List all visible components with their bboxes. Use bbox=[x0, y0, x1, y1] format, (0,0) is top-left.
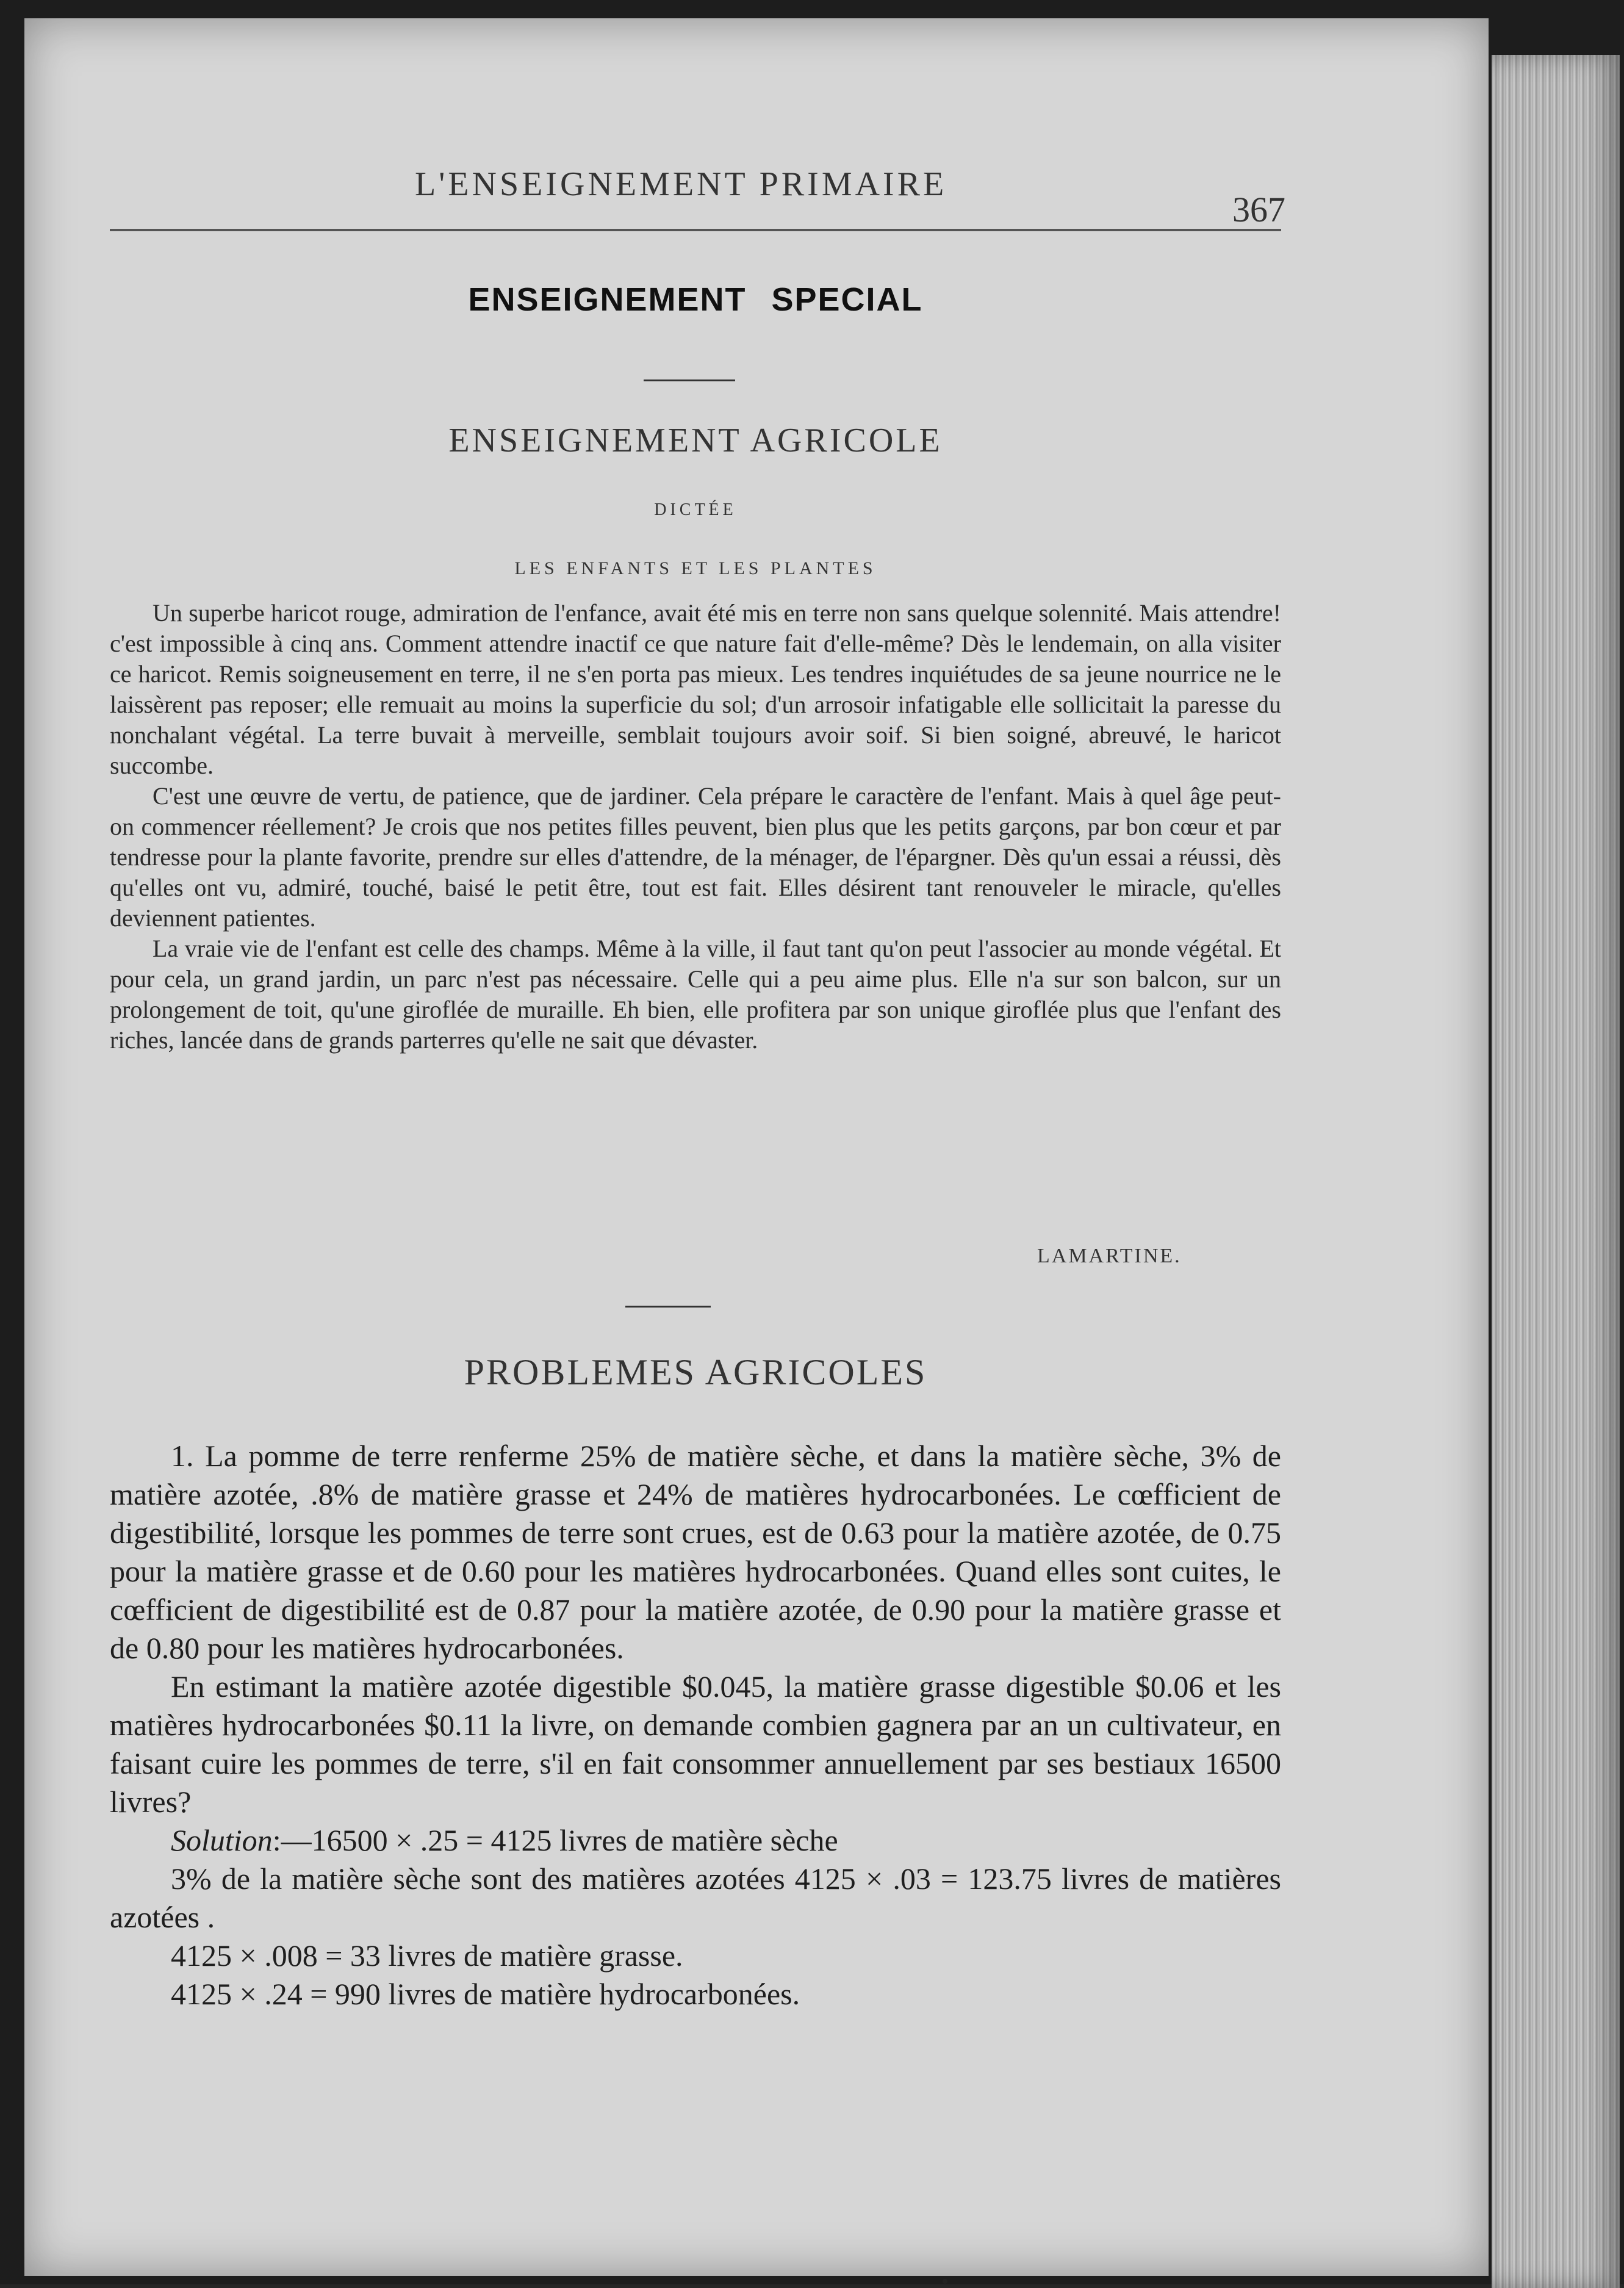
solution-label: Solution bbox=[171, 1823, 273, 1857]
solution-line-1: :—16500 × .25 = 4125 livres de matière sèche bbox=[272, 1823, 838, 1857]
divider bbox=[644, 380, 735, 381]
problems-text bbox=[110, 1437, 1281, 2013]
page-number: 367 bbox=[1232, 190, 1285, 229]
divider bbox=[625, 1306, 711, 1308]
dictee-label: DICTÉE bbox=[654, 500, 737, 519]
dictee-paragraph: La vraie vie de l'enfant est celle des champs. Même à la ville, il faut tant qu'on peut l'associer au monde végétal. Et pour cela, un grand jardin, un parc n'est pas nécessaire. Celle qui a peu aime plus. Elle n'a sur son balcon, sur un prolongement de toit, qu'une giroflée de muraille. Eh bien, elle profitera par son unique giroflée plus que l'enfant des riches, lancée dans de grands parterres qu'elle ne sait que dévaster. bbox=[110, 935, 1281, 1054]
section-title: ENSEIGNEMENT SPECIAL bbox=[468, 281, 923, 318]
subsection-title: ENSEIGNEMENT AGRICOLE bbox=[448, 422, 943, 459]
page-edges bbox=[1492, 55, 1620, 2288]
dictee-title: LES ENFANTS ET LES PLANTES bbox=[514, 558, 877, 578]
dictee-text bbox=[110, 598, 1281, 1056]
solution-line-2: 3% de la matière sèche sont des matières azotées 4125 × .03 = 123.75 livres de matières azotées . bbox=[110, 1862, 1281, 1934]
solution-line-3: 4125 × .008 = 33 livres de matière grasse. bbox=[171, 1938, 683, 1973]
dictee-paragraph: C'est une œuvre de vertu, de patience, que de jardiner. Cela prépare le caractère de l'enfant. Mais à quel âge peut-on commencer réellement? Je crois que nos petites filles peuvent, bien plus que les petits garçons, par bon cœur et par tendresse pour la plante favorite, prendre sur elles d'attendre, de la ménager, de l'épargner. Dès qu'un essai a réussi, dès qu'elles ont vu, admiré, touché, baisé le petit être, tout est fait. Elles désirent tant renouveler le miracle, qu'elles deviennent patientes. bbox=[110, 782, 1281, 932]
author-signature: LAMARTINE. bbox=[1037, 1245, 1182, 1267]
solution-line bbox=[110, 1821, 1281, 1860]
problem-paragraph: En estimant la matière azotée digestible $0.045, la matière grasse digestible $0.06 et les matières hydrocarbonées $0.11 la livre, on demande combien gagnera par an un cultivateur, en faisant cuire les pommes de terre, s'il en fait consommer annuellement par ses bestiaux 16500 livres? bbox=[110, 1669, 1281, 1819]
solution-line-4: 4125 × .24 = 990 livres de matière hydrocarbonées. bbox=[171, 1977, 800, 2011]
running-head: L'ENSEIGNEMENT PRIMAIRE bbox=[415, 165, 947, 203]
dictee-paragraph: Un superbe haricot rouge, admiration de l'enfance, avait été mis en terre non sans quelque solennité. Mais attendre! c'est impossible à cinq ans. Comment attendre inactif ce que nature fait d'elle-même? Dès le lendemain, on alla visiter ce haricot. Remis soigneusement en terre, il ne s'en porta pas mieux. Les tendres inquiétudes de sa jeune nourrice ne le laissèrent pas reposer; elle remuait au moins la superficie du sol; d'un arrosoir infatigable elle sollicitait la paresse du nonchalant végétal. La terre buvait à merveille, semblait toujours avoir soif. Si bien soigné, abreuvé, le haricot succombe. bbox=[110, 599, 1281, 779]
problems-title: PROBLEMES AGRICOLES bbox=[464, 1352, 927, 1392]
page-header bbox=[110, 153, 1285, 229]
header-rule bbox=[110, 229, 1281, 231]
problem-paragraph: 1. La pomme de terre renferme 25% de matière sèche, et dans la matière sèche, 3% de matière azotée, .8% de matière grasse et 24% de matières hydrocarbonées. Le cœfficient de digestibilité, lorsque les pommes de terre sont crues, est de 0.63 pour la matière azotée, de 0.75 pour la matière grasse et de 0.60 pour les matières hydrocarbonées. Quand elles sont cuites, le cœfficient de digestibilité est de 0.87 pour la matière azotée, de 0.90 pour la matière grasse et de 0.80 pour les matières hydrocarbonées. bbox=[110, 1439, 1281, 1665]
ink-dot bbox=[943, 2279, 947, 2284]
book-page bbox=[24, 18, 1489, 2276]
